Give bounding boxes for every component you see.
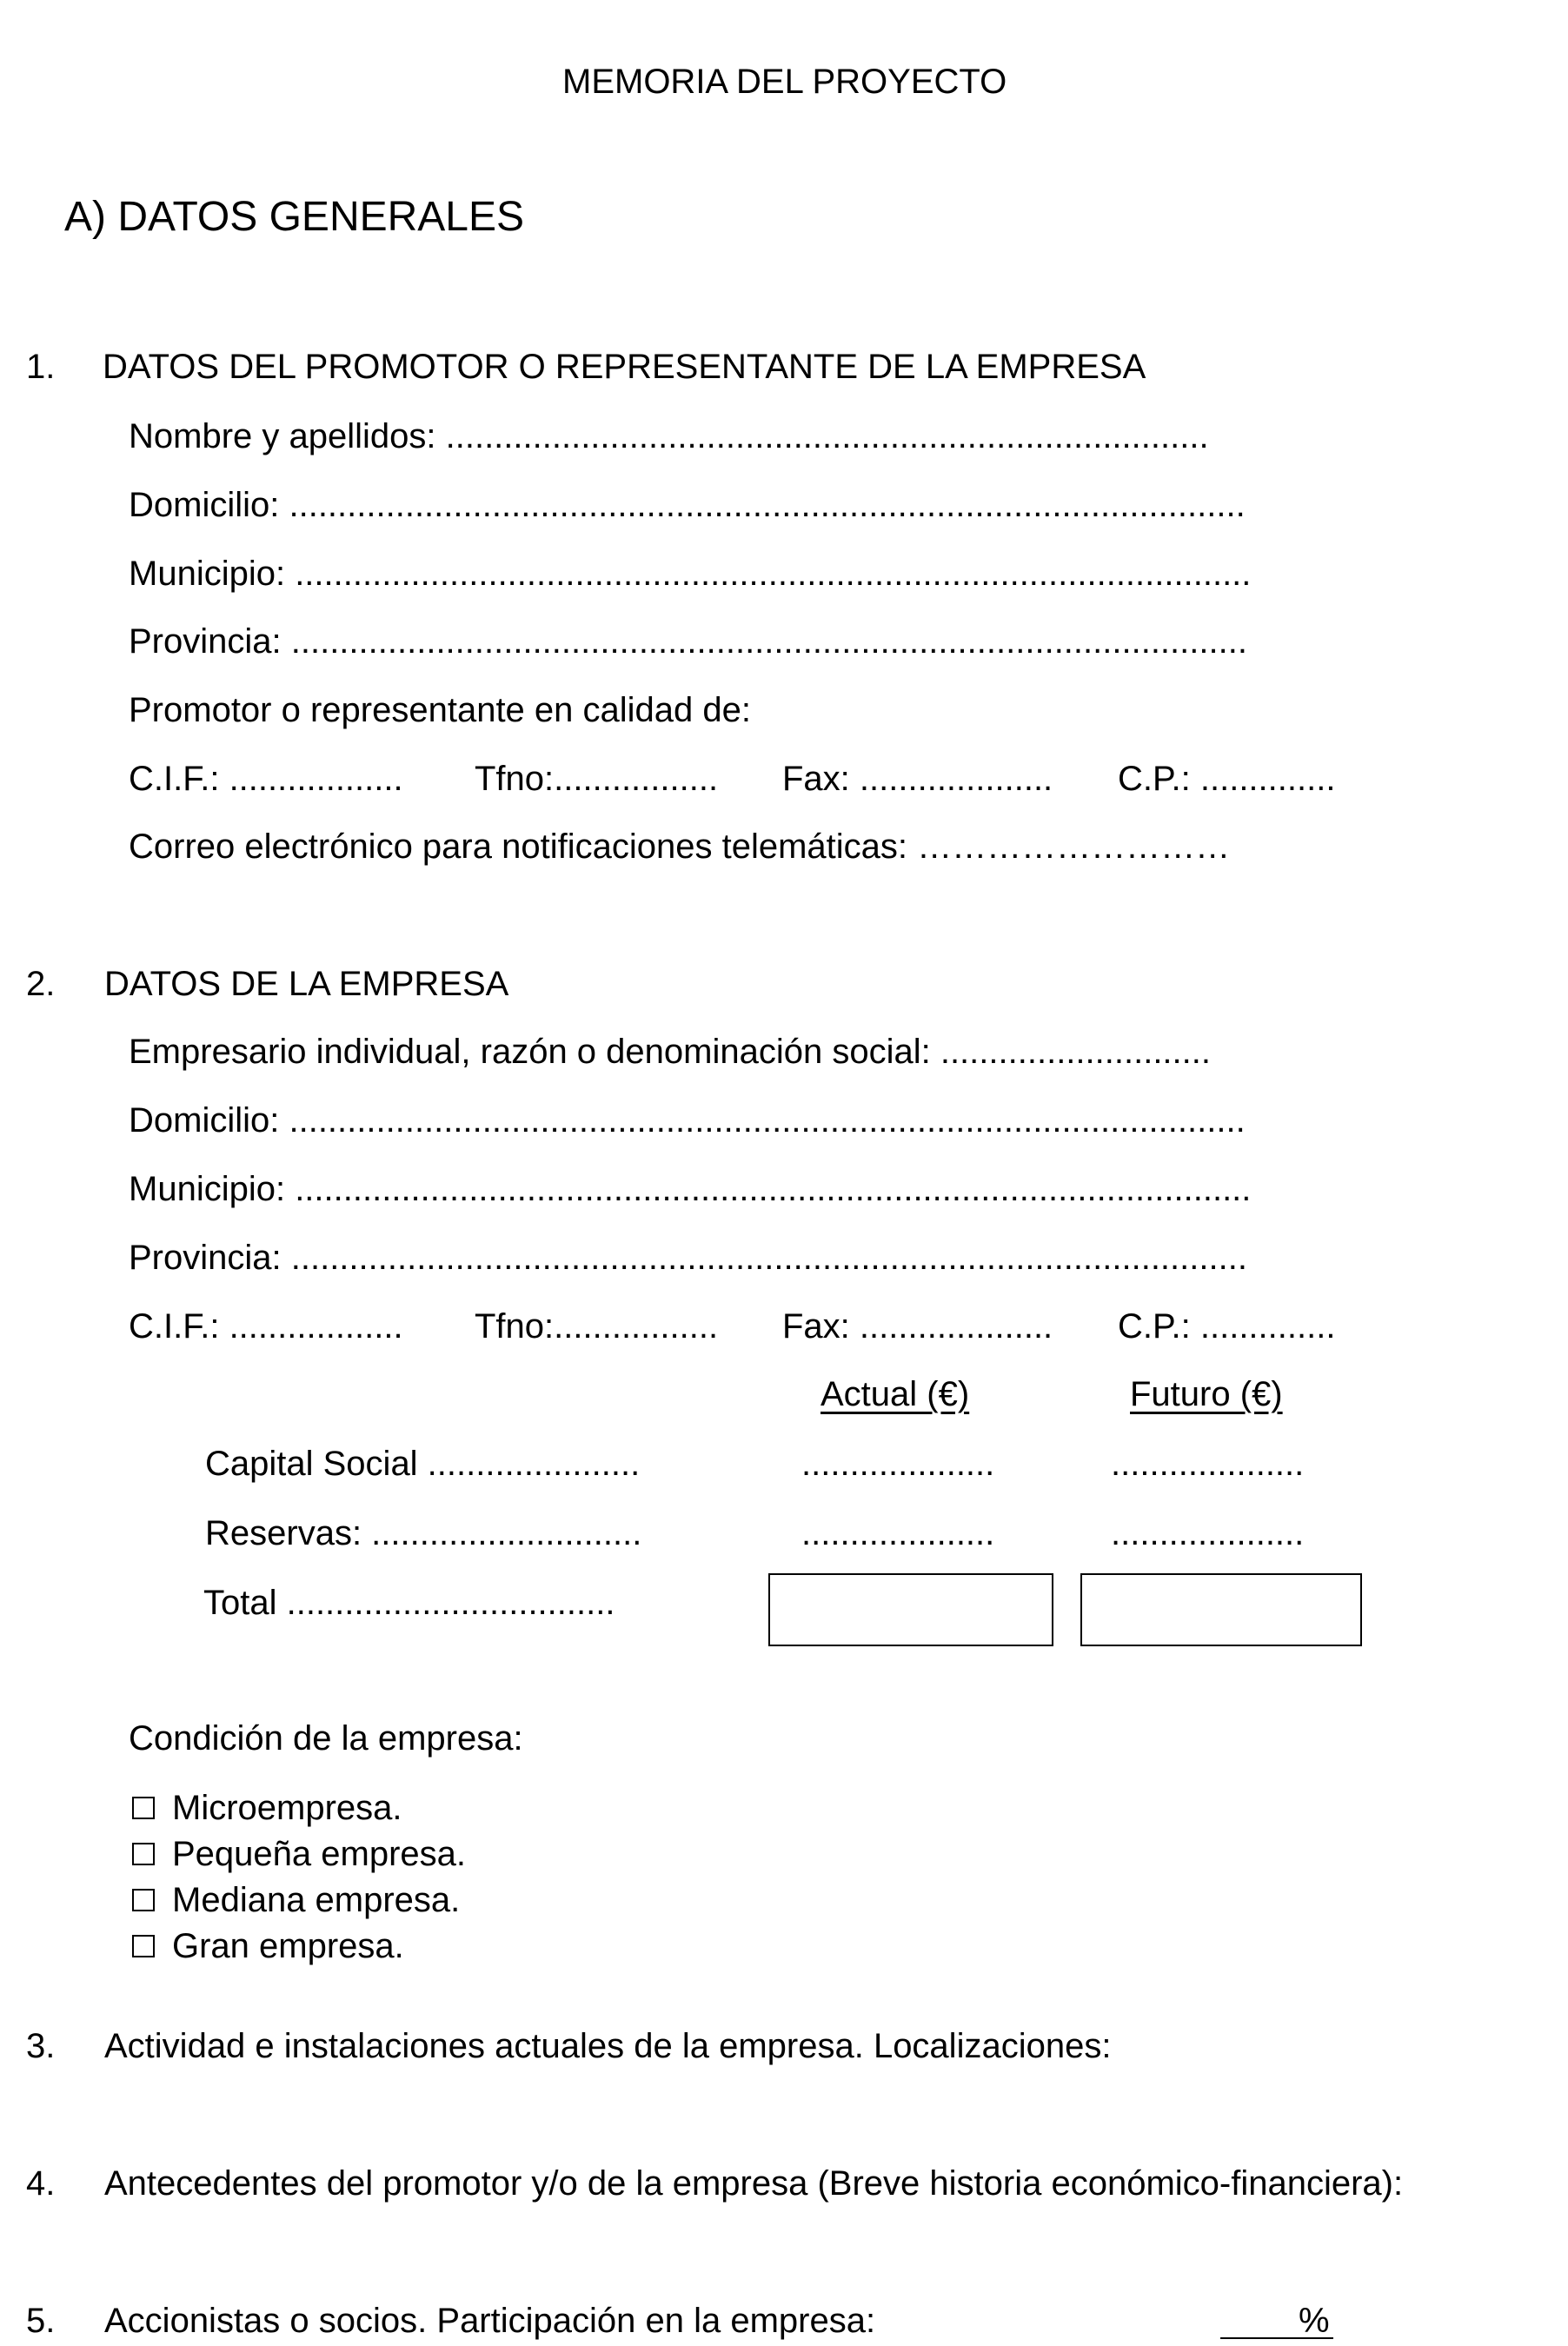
promotor-cp-field: C.P.: .............. — [1118, 760, 1336, 798]
promotor-fax-field: Fax: .................... — [782, 760, 1053, 798]
reservas-futuro: .................... — [1111, 1514, 1305, 1552]
empresa-domicilio-field: Domicilio: ................................................................................................... — [129, 1101, 1246, 1140]
empresa-fax-field: Fax: .................... — [782, 1307, 1053, 1346]
microempresa-checkbox — [132, 1797, 155, 1819]
promotor-municipio-field: Municipio: ................................................................................................... — [129, 555, 1252, 593]
column-header-actual: Actual (€) — [821, 1375, 970, 1413]
section-5-number: 5. — [26, 2302, 56, 2340]
empresa-provincia-field: Provincia: ................................................................................................... — [129, 1239, 1247, 1277]
total-actual-box — [768, 1573, 1053, 1646]
promotor-tfno-field: Tfno:................. — [475, 760, 719, 798]
gran-empresa-label: Gran empresa. — [172, 1927, 404, 1965]
section-a-heading: A) DATOS GENERALES — [64, 194, 525, 240]
document-title: MEMORIA DEL PROYECTO — [562, 63, 1007, 101]
pequena-empresa-checkbox — [132, 1843, 155, 1865]
promotor-cif-field: C.I.F.: .................. — [129, 760, 403, 798]
section-2-number: 2. — [26, 965, 56, 1003]
reservas-actual: .................... — [801, 1514, 995, 1552]
pequena-empresa-label: Pequeña empresa. — [172, 1835, 467, 1873]
empresa-tfno-field: Tfno:................. — [475, 1307, 719, 1346]
promotor-domicilio-field: Domicilio: ................................................................................................... — [129, 486, 1246, 524]
capital-social-label: Capital Social ...................... — [205, 1445, 641, 1483]
column-header-futuro: Futuro (€) — [1130, 1375, 1283, 1413]
promotor-nombre-field: Nombre y apellidos: ............................................................................... — [129, 417, 1209, 455]
empresa-cp-field: C.P.: .............. — [1118, 1307, 1336, 1346]
capital-social-futuro: .................... — [1111, 1445, 1305, 1483]
section-5-heading: Accionistas o socios. Participación en la empresa: — [104, 2302, 876, 2340]
section-1-heading: DATOS DEL PROMOTOR O REPRESENTANTE DE LA EMPRESA — [103, 348, 1146, 386]
capital-social-actual: .................... — [801, 1445, 995, 1483]
gran-empresa-checkbox — [132, 1935, 155, 1957]
empresa-cif-field: C.I.F.: .................. — [129, 1307, 403, 1346]
condicion-empresa-label: Condición de la empresa: — [129, 1719, 523, 1758]
mediana-empresa-checkbox — [132, 1889, 155, 1911]
total-futuro-box — [1080, 1573, 1362, 1646]
section-4-heading: Antecedentes del promotor y/o de la empresa (Breve historia económico-financiera): — [104, 2164, 1404, 2203]
promotor-calidad-field: Promotor o representante en calidad de: — [129, 691, 751, 729]
section-4-number: 4. — [26, 2164, 56, 2203]
section-3-number: 3. — [26, 2027, 56, 2065]
reservas-label: Reservas: ............................ — [205, 1514, 642, 1552]
total-label: Total .................................. — [203, 1584, 615, 1622]
promotor-correo-field: Correo electrónico para notificaciones telemáticas: ……………………… — [129, 827, 1231, 866]
section-3-heading: Actividad e instalaciones actuales de la empresa. Localizaciones: — [104, 2027, 1112, 2065]
empresa-razon-social-field: Empresario individual, razón o denominación social: ............................ — [129, 1033, 1211, 1071]
mediana-empresa-label: Mediana empresa. — [172, 1881, 461, 1919]
section-1-number: 1. — [26, 348, 56, 386]
participacion-percent-sign: % — [1299, 2302, 1330, 2340]
promotor-provincia-field: Provincia: ................................................................................................... — [129, 622, 1247, 661]
microempresa-label: Microempresa. — [172, 1789, 402, 1827]
section-2-heading: DATOS DE LA EMPRESA — [104, 965, 509, 1003]
empresa-municipio-field: Municipio: ................................................................................................... — [129, 1170, 1252, 1208]
